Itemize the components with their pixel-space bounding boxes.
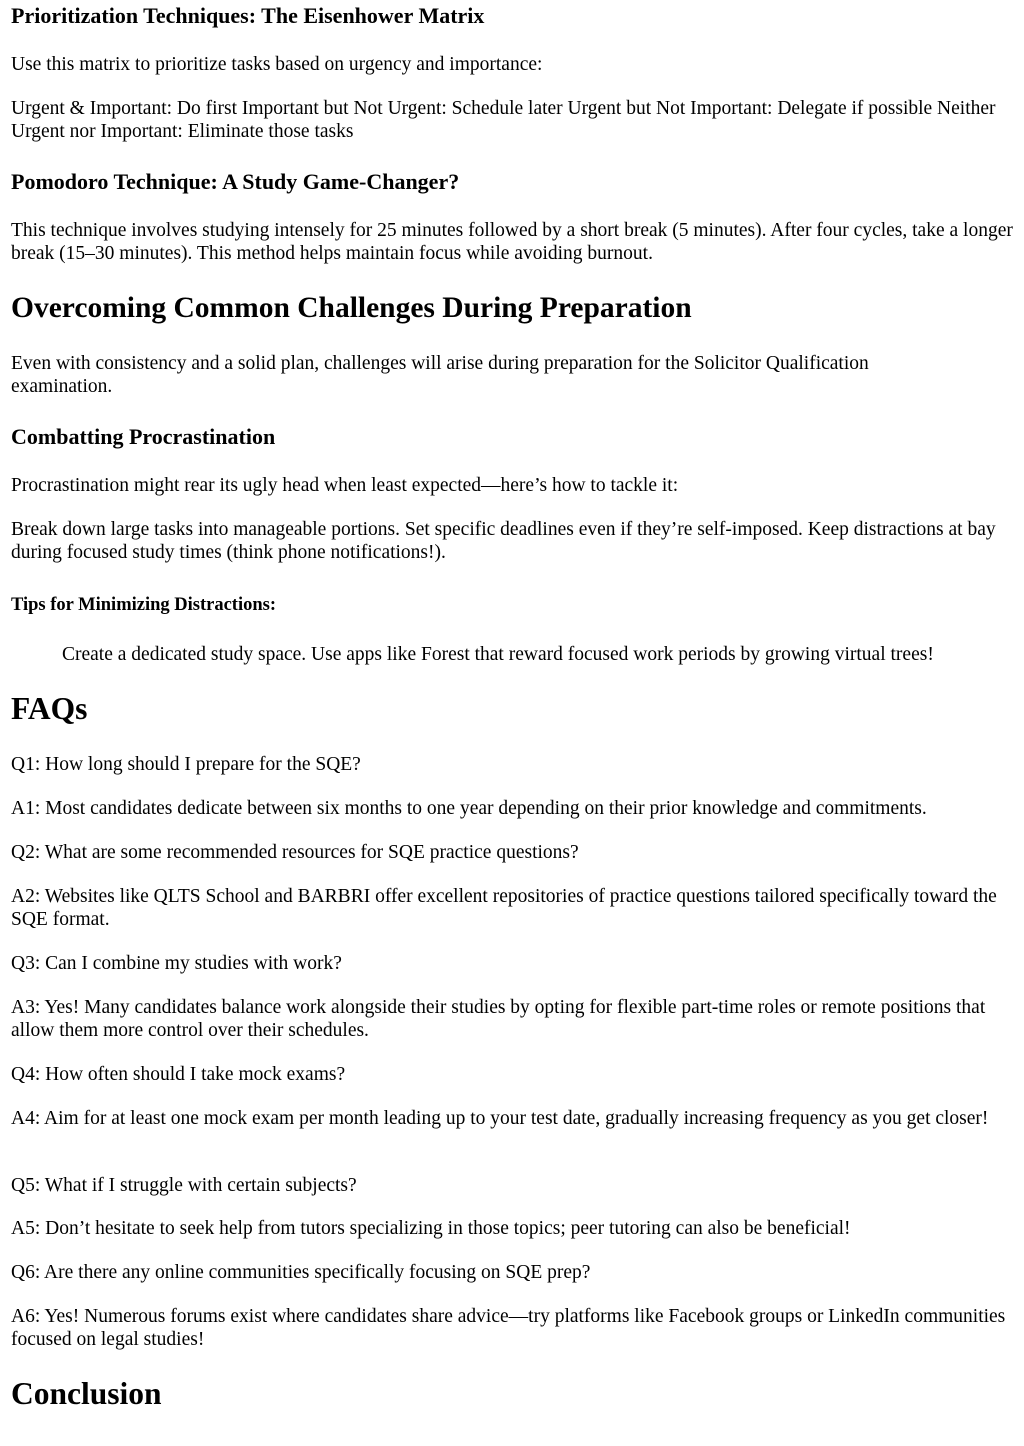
faq-question: Q1: How long should I prepare for the SQE? [11, 754, 361, 775]
procrastination-tips: Break down large tasks into manageable portions. Set specific deadlines even if they’re self-imposed. Keep distractions at bay during focused study times (think phone notifications!). [11, 519, 996, 563]
faq-question: Q6: Are there any online communities specifically focusing on SQE prep? [11, 1262, 591, 1283]
conclusion-heading: Conclusion [11, 1376, 162, 1411]
eisenhower-items: Urgent & Important: Do first Important but Not Urgent: Schedule later Urgent but Not Important: Delegate if possible Neither Urgent nor Important: Eliminate those tasks [11, 98, 996, 142]
pomodoro-heading: Pomodoro Technique: A Study Game-Changer? [11, 169, 460, 194]
faq-question: Q4: How often should I take mock exams? [11, 1064, 346, 1085]
faq-answer: A1: Most candidates dedicate between six months to one year depending on their prior knowledge and commitments. [11, 798, 927, 819]
procrastination-intro: Procrastination might rear its ugly head when least expected—here’s how to tackle it: [11, 475, 679, 496]
faq-answer: A4: Aim for at least one mock exam per month leading up to your test date, gradually increasing frequency as you get closer! [11, 1108, 989, 1129]
pomodoro-body: This technique involves studying intensely for 25 minutes followed by a short break (5 minutes). After four cycles, take a longer break (15–30 minutes). This method helps maintain focus while avoiding burnout. [11, 220, 1013, 264]
distractions-body: Create a dedicated study space. Use apps like Forest that reward focused work periods by growing virtual trees! [62, 644, 934, 665]
eisenhower-intro: Use this matrix to prioritize tasks based on urgency and importance: [11, 54, 543, 75]
faq-question: Q2: What are some recommended resources for SQE practice questions? [11, 842, 579, 863]
distractions-heading: Tips for Minimizing Distractions: [11, 595, 276, 615]
faq-answer: A5: Don’t hesitate to seek help from tutors specializing in those topics; peer tutoring can also be beneficial! [11, 1218, 851, 1239]
challenges-intro: Even with consistency and a solid plan, challenges will arise during preparation for the Solicitor Qualification examination. [11, 353, 869, 397]
faq-answer: A6: Yes! Numerous forums exist where candidates share advice—try platforms like Facebook groups or LinkedIn communities focused on legal studies! [11, 1306, 1006, 1350]
faq-answer: A2: Websites like QLTS School and BARBRI offer excellent repositories of practice questions tailored specifically toward the SQE format. [11, 886, 997, 930]
faq-question: Q3: Can I combine my studies with work? [11, 953, 342, 974]
faqs-heading: FAQs [11, 691, 88, 726]
procrastination-heading: Combatting Procrastination [11, 424, 276, 449]
challenges-heading: Overcoming Common Challenges During Preparation [11, 292, 692, 324]
faq-question: Q5: What if I struggle with certain subjects? [11, 1175, 357, 1196]
faq-answer: A3: Yes! Many candidates balance work alongside their studies by opting for flexible part-time roles or remote positions that allow them more control over their schedules. [11, 997, 986, 1041]
eisenhower-heading: Prioritization Techniques: The Eisenhower Matrix [11, 3, 485, 28]
